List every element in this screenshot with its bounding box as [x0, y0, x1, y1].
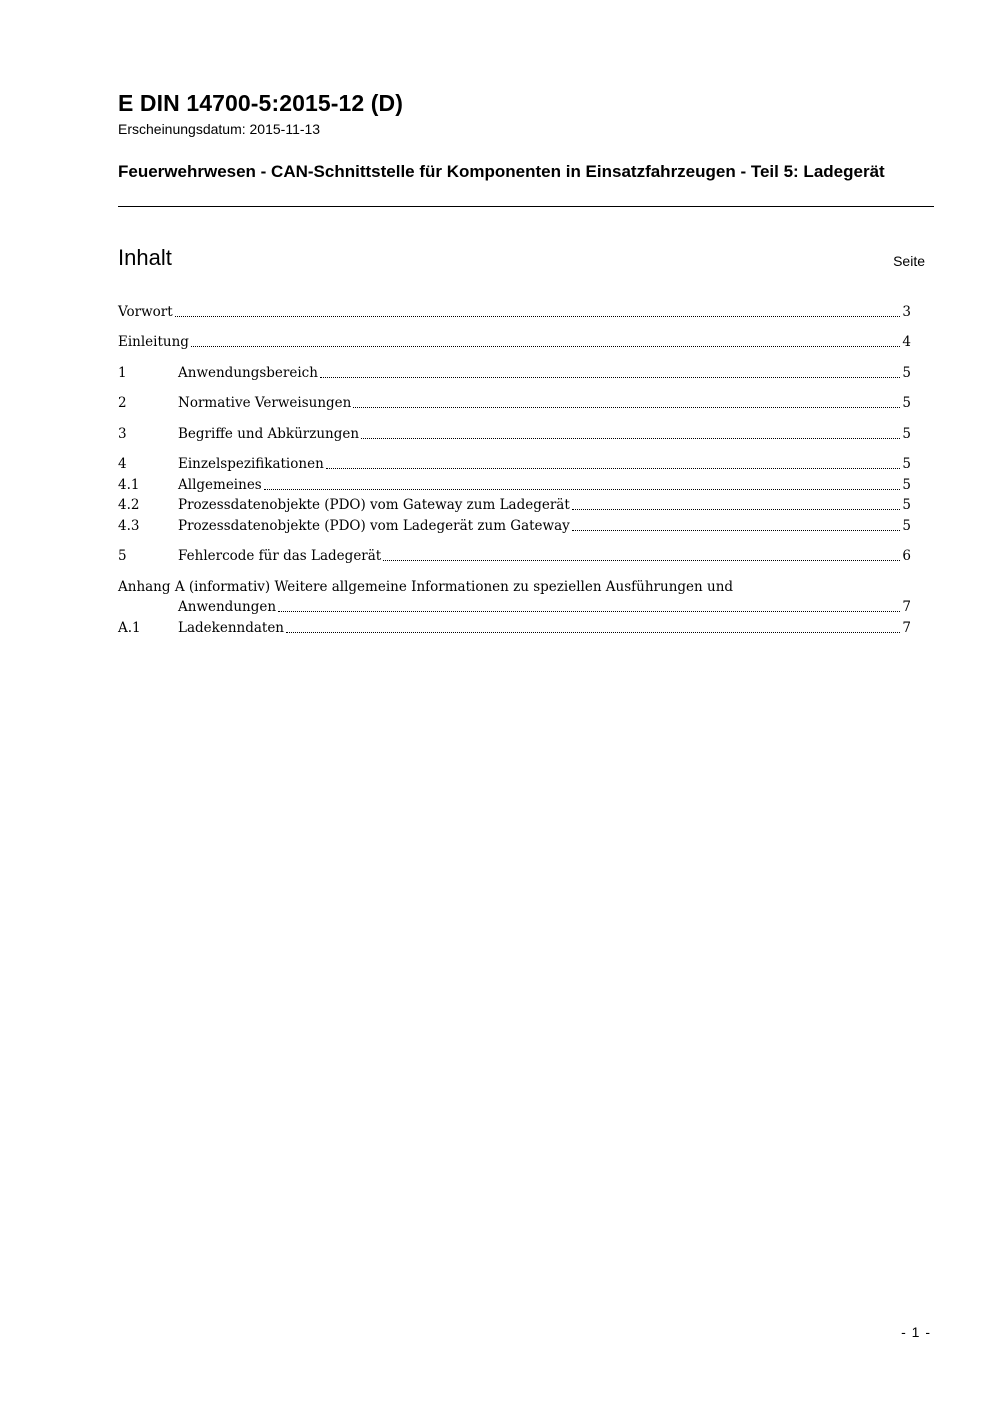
toc-leader-dots	[286, 632, 900, 633]
toc-entry-4-1[interactable]	[118, 475, 911, 495]
toc-entry-page: 5	[902, 395, 911, 411]
toc-entry-number: A.1	[118, 620, 141, 636]
toc-entry-label: Normative Verweisungen	[178, 395, 352, 411]
toc-entry-a-1[interactable]	[118, 618, 911, 638]
toc-entry-page: 3	[902, 304, 911, 320]
toc-page-column-label: Seite	[893, 253, 925, 269]
toc-entry-annex-a-continued[interactable]	[118, 597, 911, 617]
toc-leader-dots	[278, 611, 900, 612]
document-id: E DIN 14700-5:2015-12 (D)	[118, 90, 404, 116]
toc-entry-page: 7	[902, 620, 911, 636]
toc-entry-label: Prozessdatenobjekte (PDO) vom Ladegerät zum Gateway	[178, 518, 570, 534]
toc-entry-annex-a[interactable]	[118, 577, 911, 597]
toc-leader-dots	[175, 316, 901, 317]
toc-heading: Inhalt	[118, 245, 172, 270]
toc-entry-label: Fehlercode für das Ladegerät	[178, 548, 382, 564]
toc-entry-vorwort[interactable]	[118, 302, 911, 322]
toc-entry-number: 2	[118, 395, 127, 411]
publication-date: Erscheinungsdatum: 2015-11-13	[118, 121, 321, 137]
toc-entry-number: 1	[118, 365, 127, 381]
toc-entry-page: 4	[902, 334, 911, 350]
toc-entry-number: 4.1	[118, 477, 140, 493]
toc-leader-dots	[191, 346, 900, 347]
toc-entry-page: 5	[902, 365, 911, 381]
toc-entry-label: Allgemeines	[178, 477, 262, 493]
toc-entry-page: 5	[902, 497, 911, 513]
toc-entry-number: 3	[118, 426, 127, 442]
toc-leader-dots	[383, 560, 900, 561]
toc-entry-4-3[interactable]	[118, 516, 911, 536]
toc-leader-dots	[326, 468, 901, 469]
title-divider	[118, 206, 934, 207]
toc-entry-label: Anwendungen	[178, 599, 277, 615]
toc-entry-label: Einleitung	[118, 334, 189, 350]
page-number: - 1 -	[901, 1324, 931, 1340]
toc-entry-4-2[interactable]	[118, 495, 911, 515]
toc-entry-label: Anhang A (informativ) Weitere allgemeine Informationen zu speziellen Ausführungen und	[118, 579, 734, 595]
toc-entry-5[interactable]	[118, 546, 911, 566]
toc-entry-page: 5	[902, 518, 911, 534]
toc-entry-label: Begriffe und Abkürzungen	[178, 426, 360, 442]
toc-entry-number: 4.2	[118, 497, 140, 513]
toc-leader-dots	[361, 438, 900, 439]
toc-entry-label: Anwendungsbereich	[178, 365, 318, 381]
toc-entry-1[interactable]	[118, 363, 911, 383]
toc-entry-label: Vorwort	[118, 304, 173, 320]
toc-entry-page: 5	[902, 477, 911, 493]
toc-entry-number: 5	[118, 548, 127, 564]
toc-leader-dots	[353, 407, 900, 408]
toc-leader-dots	[320, 377, 900, 378]
toc-entry-page: 5	[902, 456, 911, 472]
document-title: Feuerwehrwesen - CAN-Schnittstelle für Komponenten in Einsatzfahrzeugen - Teil 5: Ladegerät	[118, 162, 885, 181]
toc-entry-2[interactable]	[118, 393, 911, 413]
toc-entry-label: Prozessdatenobjekte (PDO) vom Gateway zum Ladegerät	[178, 497, 570, 513]
toc-leader-dots	[572, 509, 901, 510]
toc-leader-dots	[264, 489, 901, 490]
toc-entry-page: 5	[902, 426, 911, 442]
toc-entry-page: 6	[902, 548, 911, 564]
toc-entry-label: Ladekenndaten	[178, 620, 285, 636]
toc-entry-einleitung[interactable]	[118, 332, 911, 352]
toc-entry-number: 4.3	[118, 518, 140, 534]
toc-leader-dots	[572, 530, 901, 531]
toc-entry-3[interactable]	[118, 424, 911, 444]
toc-entry-4[interactable]	[118, 454, 911, 474]
toc-entry-label: Einzelspezifikationen	[178, 456, 324, 472]
toc-entry-page: 7	[902, 599, 911, 615]
toc-entry-number: 4	[118, 456, 127, 472]
